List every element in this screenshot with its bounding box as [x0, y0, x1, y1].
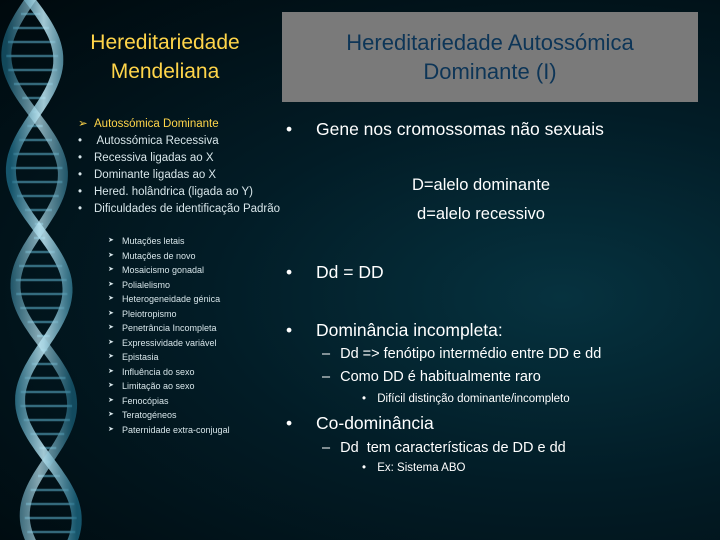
arrow-bullet-icon: ➤: [108, 425, 114, 433]
sublist-item-label: Penetrância Incompleta: [122, 323, 217, 333]
bullet-icon: •: [78, 169, 83, 181]
bullet-icon: •: [286, 413, 293, 433]
sidebar-item-autossomica-recessiva[interactable]: [78, 133, 288, 150]
sidebar-item-autossomica-dominante[interactable]: [78, 116, 288, 133]
codominance-sub-1: [322, 440, 566, 456]
arrow-bullet-icon: ➤: [108, 411, 114, 418]
sublist-item-label: Influência do sexo: [122, 366, 195, 377]
bullet-icon: •: [362, 393, 367, 405]
sublist-item[interactable]: [108, 249, 278, 264]
arrow-bullet-icon: ➤: [108, 324, 114, 331]
dash-icon: –: [322, 346, 331, 362]
sublist-item[interactable]: [108, 234, 278, 249]
sidebar-title-line1: Hereditariedade: [90, 31, 240, 54]
sublist-item-label: Mutações de novo: [122, 250, 196, 261]
arrow-bullet-icon: ➤: [108, 251, 114, 259]
arrow-bullet-icon: ➤: [108, 280, 114, 288]
incomplete-sub-2-note: [362, 393, 570, 405]
sidebar-title: [58, 28, 272, 86]
sublist-item[interactable]: [108, 292, 278, 307]
sublist-item[interactable]: [108, 263, 278, 278]
sublist-item[interactable]: [108, 307, 278, 322]
sublist-item[interactable]: [108, 278, 278, 293]
main-title-line1: Hereditariedade Autossómica: [346, 30, 634, 55]
sublist-item[interactable]: [108, 336, 278, 351]
sidebar-item-dominante-ligada-x[interactable]: [78, 167, 288, 184]
sublist-item[interactable]: [108, 394, 278, 409]
allele-recessive: d=alelo recessivo: [417, 205, 545, 223]
bullet-icon: •: [286, 119, 293, 139]
main-title: [310, 28, 670, 86]
sidebar-item-label: Autossómica Dominante: [94, 118, 219, 130]
sidebar-topic-list: [78, 116, 288, 218]
sidebar-item-holandrica[interactable]: [78, 184, 288, 201]
sublist-item[interactable]: [108, 321, 278, 336]
sublist-item-label: Paternidade extra-conjugal: [122, 424, 230, 435]
codominance-sub-1-note: [362, 462, 465, 474]
incomplete-sub-1-text: Dd => fenótipo intermédio entre DD e dd: [340, 346, 602, 362]
sidebar-item-label: Dificuldades de identificação Padrão: [94, 203, 281, 215]
codominance-sub-1-text: Dd tem características de DD e dd: [340, 440, 566, 456]
sublist-item[interactable]: [108, 365, 278, 380]
point-dd-text: Dd = DD: [316, 262, 384, 282]
sublist-item-label: Teratogéneos: [122, 410, 177, 420]
dash-icon: –: [322, 369, 331, 385]
bullet-icon: •: [286, 262, 293, 282]
sublist-item-label: Fenocópias: [122, 395, 169, 406]
sublist-item[interactable]: [108, 350, 278, 365]
point-co-dominance-text: Co-dominância: [316, 413, 434, 433]
sidebar-item-label: Autossómica Recessiva: [94, 135, 219, 147]
arrow-bullet-icon: ➢: [78, 118, 88, 130]
sidebar-item-recessiva-ligada-x[interactable]: [78, 150, 288, 167]
incomplete-sub-2: [322, 369, 541, 385]
codominance-sub-1-note-text: Ex: Sistema ABO: [377, 462, 466, 474]
incomplete-sub-2-note-text: Difícil distinção dominante/incompleto: [377, 393, 570, 405]
sublist-item[interactable]: [108, 379, 278, 394]
sidebar-sublist: [108, 234, 278, 437]
arrow-bullet-icon: ➤: [108, 237, 114, 244]
sidebar-title-line2: Mendeliana: [110, 60, 220, 83]
sidebar-item-label: Hered. holândrica (ligada ao Y): [94, 186, 253, 198]
bullet-icon: •: [286, 320, 293, 340]
sidebar-item-dificuldades[interactable]: [78, 201, 288, 218]
bullet-icon: •: [78, 152, 83, 164]
sublist-item[interactable]: [108, 423, 278, 438]
sublist-item-label: Heterogeneidade génica: [122, 294, 221, 304]
incomplete-sub-1: [322, 346, 601, 362]
sidebar-item-label: Recessiva ligadas ao X: [94, 152, 214, 164]
arrow-bullet-icon: ➤: [108, 396, 114, 404]
arrow-bullet-icon: ➤: [108, 338, 114, 346]
sidebar-item-label: Dominante ligadas ao X: [94, 169, 217, 181]
sublist-item-label: Mutações letais: [122, 236, 185, 246]
incomplete-sub-2-text: Como DD é habitualmente raro: [340, 369, 541, 385]
dash-icon: –: [322, 440, 331, 456]
sublist-item-label: Expressividade variável: [122, 337, 217, 348]
sublist-item-label: Limitação ao sexo: [122, 381, 195, 391]
bullet-icon: •: [78, 135, 83, 147]
main-title-line2: Dominante (I): [423, 59, 557, 84]
sublist-item-label: Polialelismo: [122, 279, 171, 290]
arrow-bullet-icon: ➤: [108, 266, 114, 273]
main-title-box: [282, 12, 698, 102]
arrow-bullet-icon: ➤: [108, 353, 114, 360]
bullet-icon: •: [78, 203, 83, 215]
sublist-item-label: Epistasia: [122, 352, 159, 362]
arrow-bullet-icon: ➤: [108, 295, 114, 302]
allele-dominant: D=alelo dominante: [411, 176, 551, 194]
arrow-bullet-icon: ➤: [108, 382, 114, 389]
bullet-icon: •: [78, 186, 83, 198]
sublist-item-label: Pleiotropismo: [122, 308, 177, 319]
arrow-bullet-icon: ➤: [108, 309, 114, 317]
point-gene-text: Gene nos cromossomas não sexuais: [316, 119, 604, 139]
bullet-icon: •: [362, 462, 367, 474]
sublist-item[interactable]: [108, 408, 278, 423]
point-incomplete-dominance-text: Dominância incompleta:: [316, 320, 503, 340]
arrow-bullet-icon: ➤: [108, 367, 114, 375]
sublist-item-label: Mosaicismo gonadal: [122, 265, 205, 275]
